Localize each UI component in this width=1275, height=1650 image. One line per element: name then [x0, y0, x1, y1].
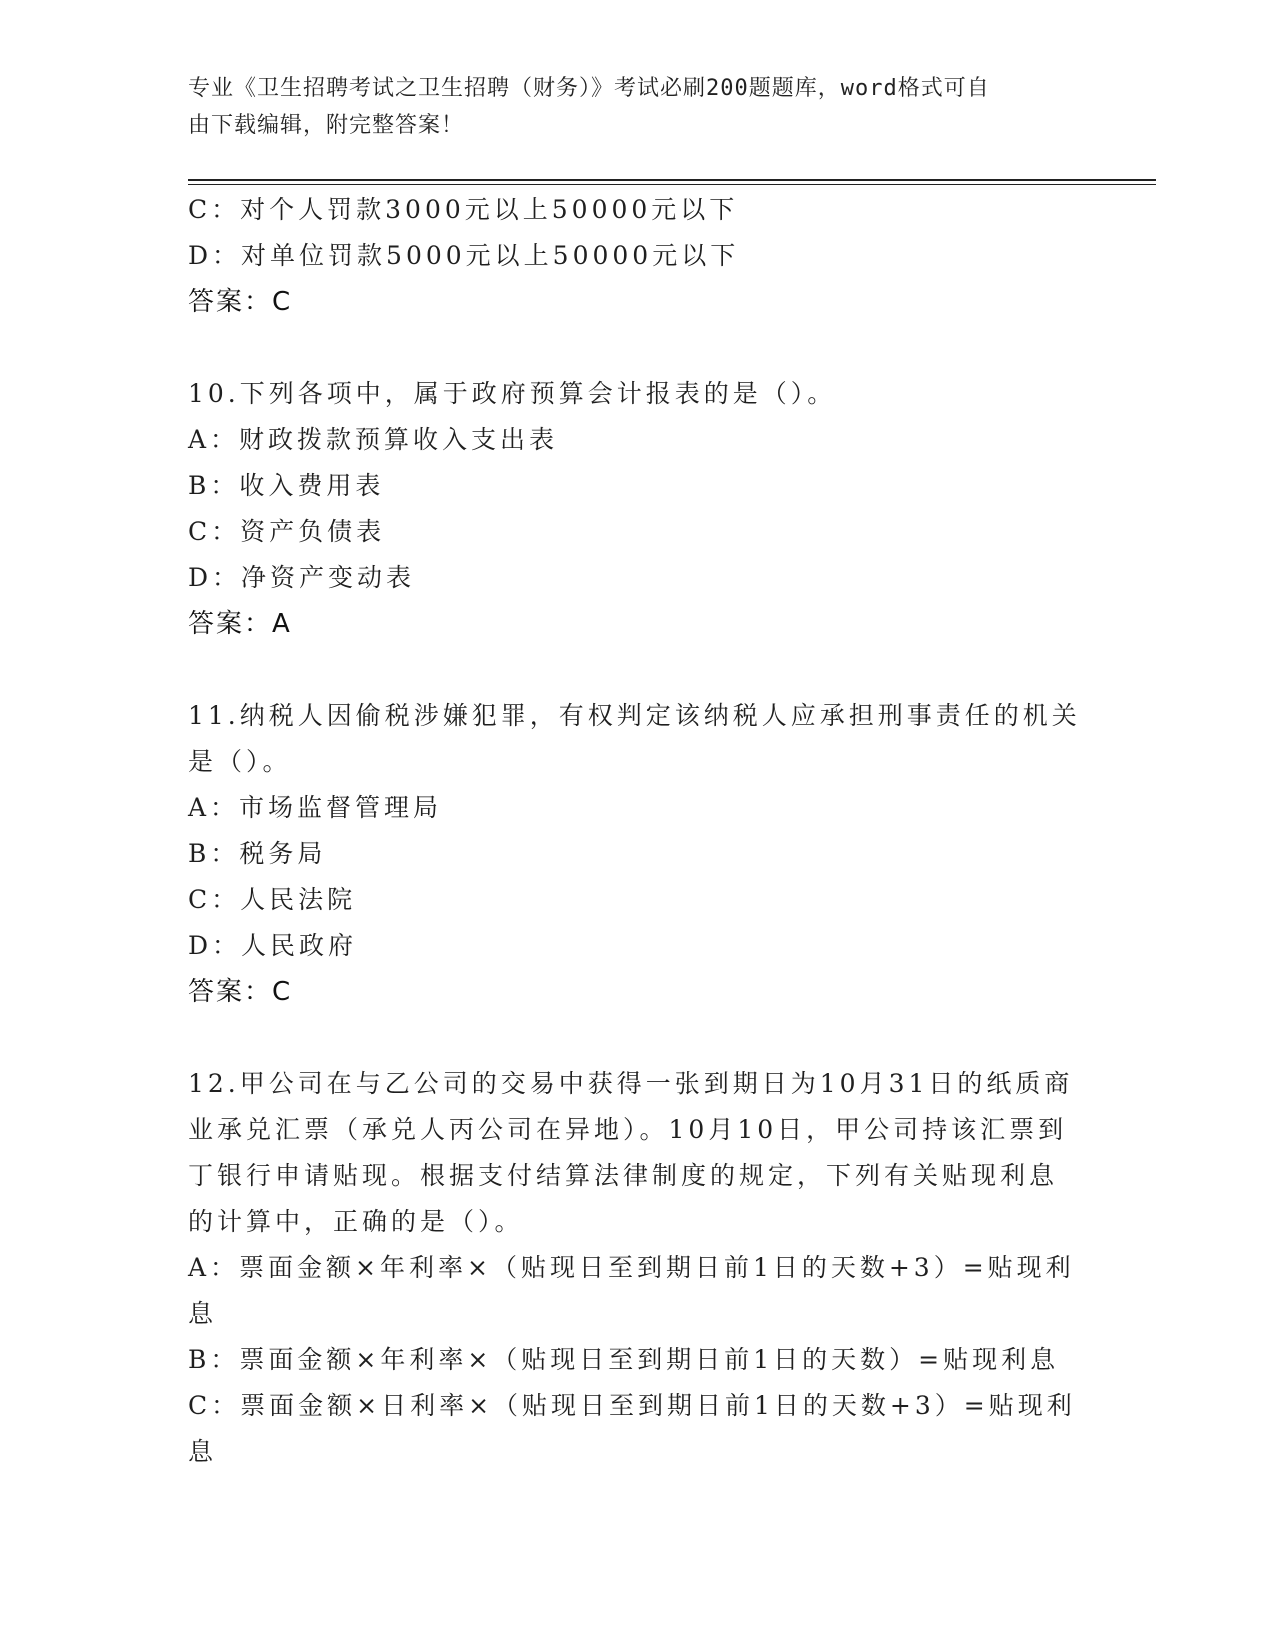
question-stem-line-3: 丁银行申请贴现。根据支付结算法律制度的规定，下列有关贴现利息 — [188, 1161, 1059, 1190]
option-c-line-1: C：票面金额×日利率×（贴现日至到期日前1日的天数+3）=贴现利 — [188, 1391, 1076, 1420]
header-line-1: 专业《卫生招聘考试之卫生招聘（财务）》考试必刷200题题库，word格式可自 — [188, 76, 990, 101]
spacer — [188, 647, 1088, 693]
question-stem-line-1: 11.纳税人因偷税涉嫌犯罪，有权判定该纳税人应承担刑事责任的机关 — [188, 701, 1081, 730]
header-line-2: 由下载编辑，附完整答案！ — [188, 113, 465, 138]
question-stem-line-4: 的计算中，正确的是（）。 — [188, 1207, 524, 1236]
option-d: D：净资产变动表 — [188, 563, 416, 592]
question-stem-line-2: 业承兑汇票（承兑人丙公司在异地）。10月10日，甲公司持该汇票到 — [188, 1115, 1068, 1144]
header-divider-thick — [188, 179, 1156, 181]
option-a: A：市场监督管理局 — [188, 793, 443, 822]
option-c: C：资产负债表 — [188, 517, 386, 546]
question-11 — [188, 693, 1088, 1015]
option-d: D：对单位罚款5000元以上50000元以下 — [188, 241, 740, 270]
option-d: D：人民政府 — [188, 931, 358, 960]
option-b: B：票面金额×年利率×（贴现日至到期日前1日的天数）=贴现利息 — [188, 1345, 1060, 1374]
question-9 — [188, 187, 1088, 325]
option-a: A：财政拨款预算收入支出表 — [188, 425, 559, 454]
spacer — [188, 1015, 1088, 1061]
option-c: C：对个人罚款3000元以上50000元以下 — [188, 195, 739, 224]
option-a-line-1: A：票面金额×年利率×（贴现日至到期日前1日的天数+3）=贴现利 — [188, 1253, 1075, 1282]
spacer — [188, 325, 1088, 371]
answer-line: 答案：C — [188, 977, 293, 1007]
option-b: B：收入费用表 — [188, 471, 385, 500]
answer-line: 答案：C — [188, 287, 293, 317]
option-a-line-2: 息 — [188, 1299, 218, 1328]
question-list — [188, 187, 1088, 1475]
option-b: B：税务局 — [188, 839, 327, 868]
question-stem: 10.下列各项中，属于政府预算会计报表的是（）。 — [188, 379, 837, 408]
question-stem-line-2: 是（）。 — [188, 747, 292, 776]
header-divider-thin — [188, 184, 1156, 185]
question-10 — [188, 371, 1088, 647]
document-header — [188, 70, 1068, 144]
question-stem-line-1: 12.甲公司在与乙公司的交易中获得一张到期日为10月31日的纸质商 — [188, 1069, 1074, 1098]
answer-line: 答案：A — [188, 609, 292, 639]
option-c: C：人民法院 — [188, 885, 357, 914]
option-c-line-2: 息 — [188, 1437, 218, 1466]
question-12 — [188, 1061, 1088, 1475]
